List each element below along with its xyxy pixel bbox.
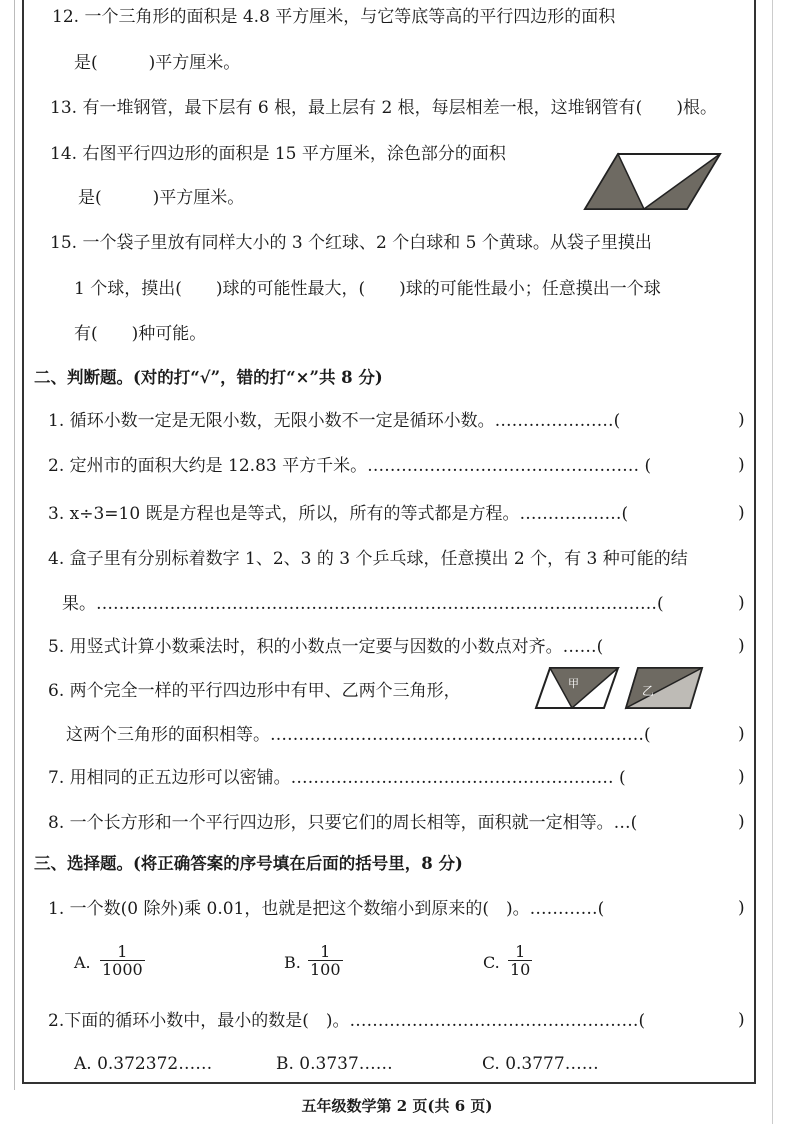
judge-q6-line1: 6. 两个完全一样的平行四边形中有甲、乙两个三角形， [48, 681, 461, 701]
judge-q4-line1: 4. 盒子里有分别标着数字 1、2、3 的 3 个乒乓球，任意摸出 2 个，有 3 种可能的结 [48, 549, 688, 569]
judge-q5-close-paren: ) [738, 636, 745, 656]
choice-q1: 1. 一个数(0 除外)乘 0.01，也就是把这个数缩小到原来的( )。…………( [48, 899, 605, 919]
judge-q6-label-jia: 甲 [568, 677, 579, 690]
choice-q2-option-a: A. 0.372372…… [74, 1054, 213, 1074]
q15-line1: 15. 一个袋子里放有同样大小的 3 个红球、2 个白球和 5 个黄球。从袋子里摸出 [50, 233, 652, 253]
frac-b-numerator: 1 [320, 942, 331, 961]
choice-q1-option-a-fraction [100, 943, 145, 978]
frac-a-denominator: 1000 [102, 960, 143, 979]
frac-c-numerator: 1 [515, 942, 526, 961]
frac-a-numerator: 1 [117, 942, 128, 961]
choice-q1-close-paren: ) [738, 898, 745, 918]
judge-q6-figure-yi [624, 666, 704, 710]
judge-q6-close-paren: ) [738, 724, 745, 744]
scan-edge-right [772, 0, 773, 1124]
judge-q1: 1. 循环小数一定是无限小数，无限小数不一定是循环小数。…………………( [48, 411, 621, 431]
judge-q4-close-paren: ) [738, 593, 745, 613]
judge-q5: 5. 用竖式计算小数乘法时，积的小数点一定要与因数的小数点对齐。……( [48, 637, 604, 657]
choice-q2-option-b: B. 0.3737…… [276, 1054, 393, 1074]
judge-q8: 8. 一个长方形和一个平行四边形，只要它们的周长相等，面积就一定相等。…( [48, 813, 638, 833]
choice-q2-close-paren: ) [738, 1010, 745, 1030]
q12-line1: 12. 一个三角形的面积是 4.8 平方厘米，与它等底等高的平行四边形的面积 [52, 7, 616, 27]
judge-q3: 3. x÷3=10 既是方程也是等式，所以，所有的等式都是方程。………………( [48, 504, 629, 524]
q13: 13. 有一堆钢管，最下层有 6 根，最上层有 2 根，每层相差一根，这堆钢管有( )根。 [50, 98, 717, 118]
q14-line1: 14. 右图平行四边形的面积是 15 平方厘米，涂色部分的面积 [50, 144, 506, 164]
judge-q7-close-paren: ) [738, 767, 745, 787]
choice-q1-option-c-fraction [508, 943, 532, 978]
q15-line3: 有( )种可能。 [74, 324, 207, 344]
judge-q8-close-paren: ) [738, 812, 745, 832]
choice-q2-option-c: C. 0.3777…… [482, 1054, 599, 1074]
judge-q1-close-paren: ) [738, 410, 745, 430]
choice-q1-option-b-letter: B. [284, 953, 301, 972]
judge-q6-line2: 这两个三角形的面积相等。…………………………………………………………( [66, 725, 651, 745]
q15-line2: 1 个球，摸出( )球的可能性最大，( )球的可能性最小；任意摸出一个球 [74, 279, 661, 299]
choice-q1-option-b-fraction [308, 943, 343, 978]
judge-q7: 7. 用相同的正五边形可以密铺。………………………………………………… ( [48, 768, 626, 788]
q12-line2: 是( )平方厘米。 [74, 53, 241, 73]
frac-c-denominator: 10 [510, 960, 531, 979]
judge-q4-line2: 果。………………………………………………………………………………………( [62, 594, 664, 614]
section-judge-heading: 二、判断题。(对的打“√”，错的打“×”共 8 分) [34, 368, 383, 387]
choice-q1-option-a-letter: A. [74, 953, 91, 972]
choice-q1-option-c-letter: C. [483, 953, 500, 972]
judge-q2-close-paren: ) [738, 455, 745, 475]
judge-q2: 2. 定州市的面积大约是 12.83 平方千米。………………………………………… ( [48, 456, 652, 476]
page-footer: 五年级数学第 2 页(共 6 页) [301, 1097, 493, 1115]
judge-q3-close-paren: ) [738, 503, 745, 523]
q14-line2: 是( )平方厘米。 [78, 188, 245, 208]
choice-q2: 2.下面的循环小数中，最小的数是( )。……………………………………………( [48, 1011, 646, 1031]
scan-edge-left [14, 0, 15, 1090]
frac-b-denominator: 100 [310, 960, 341, 979]
section-choice-heading: 三、选择题。(将正确答案的序号填在后面的括号里，8 分) [34, 854, 463, 873]
q14-parallelogram-figure [582, 152, 722, 212]
judge-q6-label-yi: 乙 [642, 684, 655, 698]
